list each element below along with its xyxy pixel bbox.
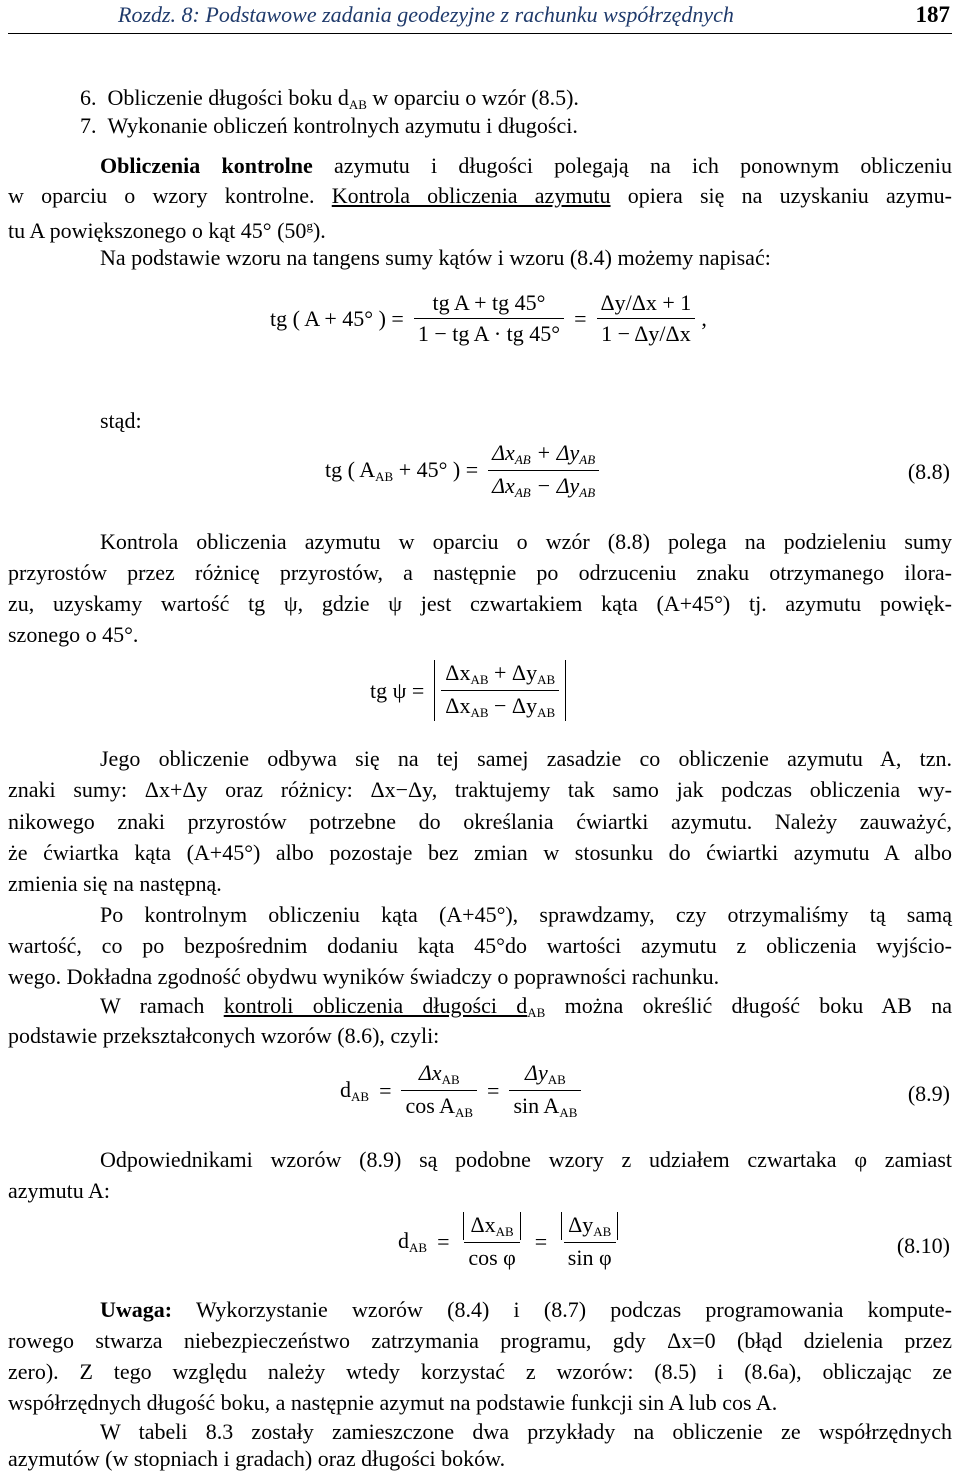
- paragraph-line: Uwaga: Wykorzystanie wzorów (8.4) i (8.7) podczas programowania kompute-: [100, 1297, 952, 1322]
- paragraph-line: nikowego znaki przyrostów potrzebne do określania ćwiartki azymutu. Należy zauważyć,: [8, 809, 952, 834]
- paragraph-line: W tabeli 8.3 zostały zamieszczone dwa przykłady na obliczenie ze współrzędnych: [100, 1419, 952, 1444]
- fraction: $\frac{\Delta y/\Delta x + 1}{1 - \Delta y/\Delta x}$: [596, 290, 695, 347]
- absolute-value: $\frac{\Delta x_{AB} + \Delta y_{AB}}{\Delta x_{AB} - \Delta y_{AB}}$: [434, 660, 566, 721]
- paragraph-line: wartość, co po bezpośrednim dodaniu kąta 45°do wartości azymutu z obliczenia wyjścio-: [8, 933, 952, 958]
- page-header: [0, 0, 960, 46]
- paragraph-line: szonego o 45°.: [8, 622, 139, 647]
- fraction: $\frac{\Delta x_{AB}}{\cos A_{AB}}$: [401, 1060, 477, 1121]
- list-item: 6. Obliczenie długości boku $d_{AB}$ w oparciu o wzór (8.5).: [80, 85, 579, 112]
- equation-number: (8.9): [907, 1081, 950, 1106]
- paragraph-line: że ćwiartka kąta (A+45°) albo pozostaje bez zmian w stosunku do ćwiartki azymutu A albo: [8, 840, 952, 865]
- paragraph-line: wego. Dokładna zgodność obydwu wyników świadczy o poprawności rachunku.: [8, 964, 720, 989]
- paragraph-line: w oparciu o wzory kontrolne. Kontrola obliczenia azymutu opiera się na uzyskaniu azymu-: [8, 183, 952, 208]
- paragraph-line: azymutów (w stopniach i gradach) oraz długości boków.: [8, 1446, 506, 1471]
- paragraph-line: zmienia się na następną.: [8, 871, 222, 896]
- chapter-title: Rozdz. 8: Podstawowe zadania geodezyjne z rachunku współrzędnych: [118, 2, 734, 27]
- equation-number: (8.10): [896, 1233, 950, 1258]
- equation-8-9: $d_{AB}$ = $\frac{\Delta x_{AB}}{\cos A_{AB}}$ = $\frac{\Delta y_{AB}}{\sin A_{AB}}$: [340, 1060, 581, 1121]
- equation-8-8: tg ( $A_{AB} + 45^\circ$ ) = $\frac{\Delta x_{AB} + \Delta y_{AB}}{\Delta x_{AB} - \Delta y_{AB}}$: [325, 440, 599, 501]
- fraction: $\frac{\Delta y_{AB}}{\text{sin φ}}$: [557, 1212, 622, 1271]
- header-rule: [8, 33, 952, 34]
- paragraph-line: podstawie przekształconych wzorów (8.6), czyli:: [8, 1023, 440, 1048]
- paragraph-line: Jego obliczenie odbywa się na tej samej zasadzie co obliczenie azymutu A, tzn.: [100, 746, 952, 771]
- fraction: $\frac{\Delta y_{AB}}{\sin A_{AB}}$: [509, 1060, 581, 1121]
- paragraph-line: współrzędnych długość boku, a następnie azymut na podstawie funkcji sin A lub cos A.: [8, 1390, 778, 1415]
- paragraph-line: znaki sumy: Δx+Δy oraz różnicy: Δx−Δy, traktujemy tak samo jak podczas obliczenia wy-: [8, 777, 952, 802]
- paragraph-line: Po kontrolnym obliczeniu kąta (A+45°), sprawdzamy, czy otrzymaliśmy tą samą: [100, 902, 952, 927]
- paragraph-line: zero). Z tego względu należy wtedy korzystać z wzorów: (8.5) i (8.6a), obliczając ze: [8, 1359, 952, 1384]
- fraction: $\frac{\Delta x_{AB} + \Delta y_{AB}}{\Delta x_{AB} - \Delta y_{AB}}$: [488, 440, 599, 501]
- equation-tg-psi: tg ψ = $\frac{\Delta x_{AB} + \Delta y_{AB}}{\Delta x_{AB} - \Delta y_{AB}}$: [370, 660, 566, 721]
- list-item: 7. Wykonanie obliczeń kontrolnych azymutu i długości.: [80, 113, 578, 138]
- paragraph-line: Na podstawie wzoru na tangens sumy kątów i wzoru (8.4) możemy napisać:: [100, 245, 771, 270]
- paragraph-line: przyrostów przez różnicę przyrostów, a następnie po odrzuceniu znaku otrzymanego ilora-: [8, 560, 952, 585]
- paragraph-line: W ramach kontroli obliczenia długości $d_{AB}$ można określić długość boku AB na: [100, 993, 952, 1020]
- paragraph-line: Kontrola obliczenia azymutu w oparciu o wzór (8.8) polega na podzieleniu sumy: [100, 529, 952, 554]
- stad-label: stąd:: [100, 408, 142, 433]
- paragraph-line: rowego stwarza niebezpieczeństwo zatrzymania programu, gdy Δx=0 (błąd dzielenia przez: [8, 1328, 952, 1353]
- fraction: $\frac{\text{tg A + tg 45°}}{\text{1 − tg A · tg 45°}}$: [414, 290, 564, 347]
- paragraph-line: Obliczenia kontrolne azymutu i długości polegają na ich ponownym obliczeniu: [100, 153, 952, 178]
- equation-tangent-sum: tg ( A + 45° ) = $\frac{\text{tg A + tg 45°}}{\text{1 − tg A · tg 45°}}$ = $\frac{\Delta y/\Delta x + 1}{1 - \Delta y/\Delta x}$ ,: [270, 290, 707, 346]
- fraction: $\frac{\Delta x_{AB}}{\text{cos φ}}$: [459, 1212, 524, 1271]
- page-number: 187: [915, 2, 950, 27]
- equation-number: (8.8): [907, 459, 950, 484]
- paragraph-line: Odpowiednikami wzorów (8.9) są podobne wzory z udziałem czwartaka φ zamiast: [100, 1147, 952, 1172]
- paragraph-line: tu A powiększonego o kąt 45° (50$^g$).: [8, 218, 326, 243]
- paragraph-line: zu, uzyskamy wartość tg ψ, gdzie ψ jest czwartakiem kąta (A+45°) tj. azymutu powięk-: [8, 591, 952, 616]
- equation-8-10: $d_{AB}$ = $\frac{\Delta x_{AB}}{\text{cos φ}}$ = $\frac{\Delta y_{AB}}{\text{sin φ}}$: [398, 1212, 622, 1271]
- paragraph-line: azymutu A:: [8, 1178, 111, 1203]
